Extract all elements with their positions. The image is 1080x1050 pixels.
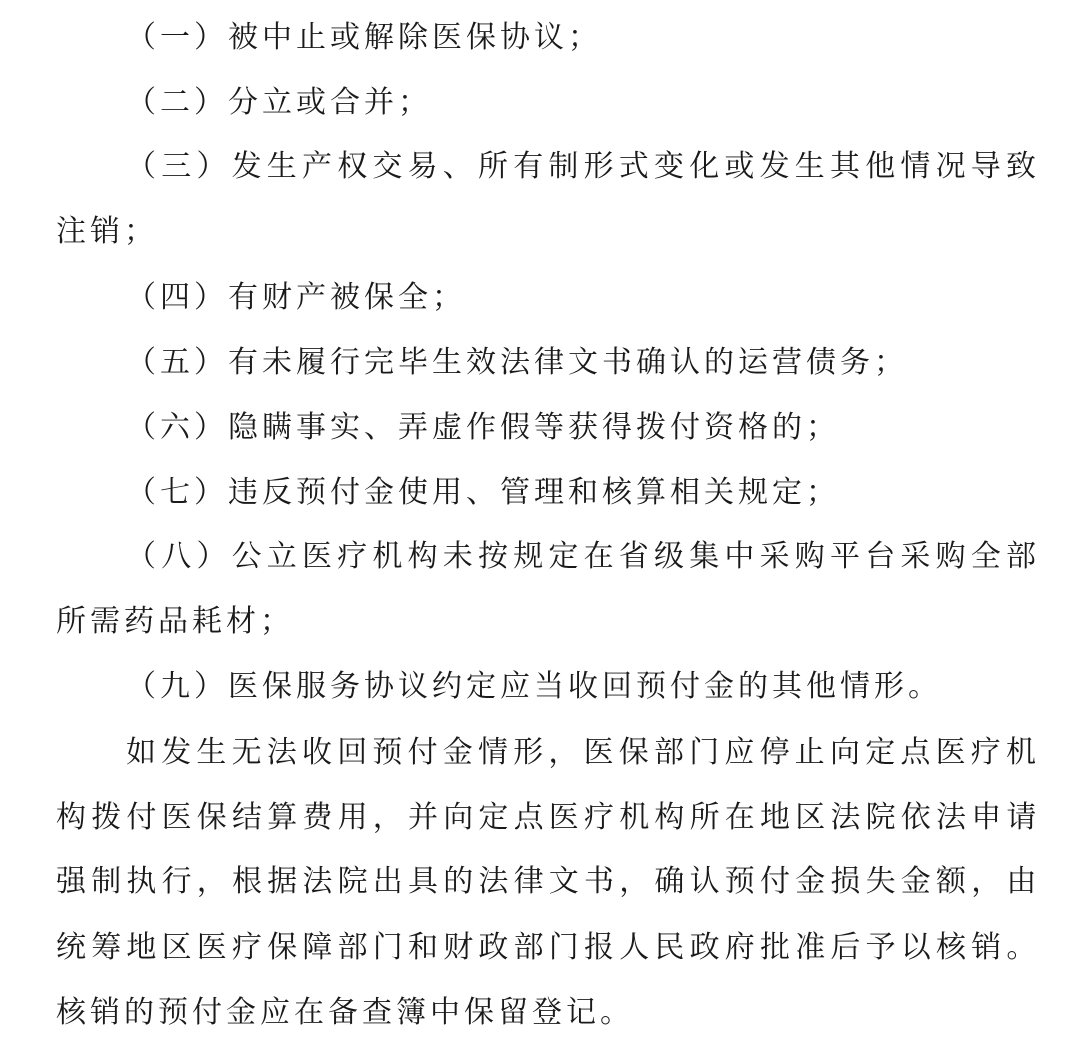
- clause-6: （六）隐瞒事实、弄虚作假等获得拨付资格的；: [126, 410, 840, 445]
- clause-7: （七）违反预付金使用、管理和核算相关规定；: [126, 475, 840, 510]
- paragraph-line-1: 如发生无法收回预付金情形，医保部门应停止向定点医疗机: [126, 735, 1042, 770]
- clause-8-line-2: 所需药品耗材；: [56, 604, 294, 639]
- paragraph-line-5: 核销的预付金应在备查簿中保留登记。: [56, 995, 634, 1030]
- paragraph-line-2: 构拨付医保结算费用，并向定点医疗机构所在地区法院依法申请: [56, 800, 1042, 835]
- paragraph-line-3: 强制执行，根据法院出具的法律文书，确认预付金损失金额，由: [56, 864, 1042, 899]
- clause-4: （四）有财产被保全；: [126, 280, 466, 315]
- clause-9: （九）医保服务协议约定应当收回预付金的其他情形。: [126, 669, 942, 704]
- clause-5: （五）有未履行完毕生效法律文书确认的运营债务；: [126, 345, 908, 380]
- clause-8-line-1: （八）公立医疗机构未按规定在省级集中采购平台采购全部: [126, 539, 1042, 574]
- clause-1: （一）被中止或解除医保协议；: [126, 20, 602, 55]
- clause-3-line-2: 注销；: [56, 214, 158, 249]
- clause-3-line-1: （三）发生产权交易、所有制形式变化或发生其他情况导致: [126, 149, 1042, 184]
- paragraph-line-4: 统筹地区医疗保障部门和财政部门报人民政府批准后予以核销。: [56, 930, 1042, 965]
- clause-2: （二）分立或合并；: [126, 85, 432, 120]
